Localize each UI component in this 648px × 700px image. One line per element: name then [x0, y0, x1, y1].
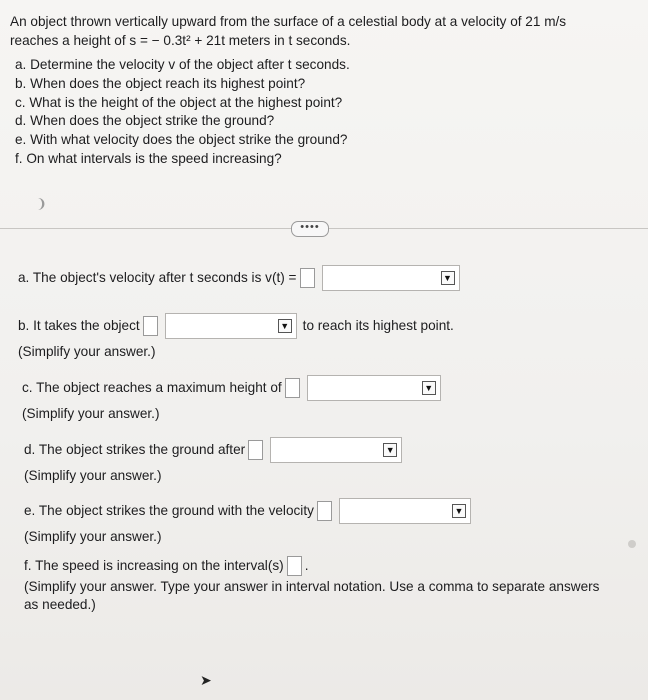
part-a-question: a. Determine the velocity v of the object after t seconds.	[15, 57, 350, 72]
answer-a-row	[18, 265, 460, 291]
answer-c-unit-dropdown[interactable]	[307, 375, 441, 401]
dropdown-arrow-icon: ▼	[452, 504, 466, 518]
expand-more-button[interactable]: ••••	[291, 221, 329, 237]
answer-f-hint-2: as needed.)	[24, 597, 96, 612]
answer-b-row	[18, 313, 454, 361]
answer-b-unit-dropdown[interactable]	[165, 313, 297, 339]
problem-statement	[10, 12, 640, 169]
dropdown-arrow-icon: ▼	[383, 443, 397, 457]
intro-line-2: reaches a height of s = − 0.3t² + 21t meters in t seconds.	[10, 33, 351, 48]
answer-f-label: f. The speed is increasing on the interval(s)	[24, 558, 284, 573]
answer-a-label: a. The object's velocity after t seconds is v(t) =	[18, 270, 297, 285]
answer-d-row	[24, 437, 402, 485]
intro-line-1: An object thrown vertically upward from the surface of a celestial body at a velocity of 21 m/s	[10, 14, 567, 29]
answer-f-hint-1: (Simplify your answer. Type your answer in interval notation. Use a comma to separate answers	[24, 579, 600, 594]
answer-e-label: e. The object strikes the ground with the velocity	[24, 503, 314, 518]
answer-c-input[interactable]	[285, 378, 300, 398]
answer-b-suffix: to reach its highest point.	[302, 318, 454, 333]
dropdown-arrow-icon: ▼	[422, 381, 436, 395]
mouse-pointer-icon: ➤	[200, 672, 212, 688]
problem-parts	[10, 56, 640, 169]
part-c-question: c. What is the height of the object at the highest point?	[15, 94, 343, 110]
part-d-question: d. When does the object strike the ground?	[15, 113, 275, 129]
dropdown-arrow-icon: ▼	[441, 271, 455, 285]
answer-f-period: .	[304, 558, 309, 573]
problem-intro	[10, 12, 640, 50]
answer-a-input[interactable]	[300, 268, 315, 288]
answer-d-hint: (Simplify your answer.)	[24, 468, 162, 483]
dropdown-arrow-icon: ▼	[278, 319, 292, 333]
answer-c-row	[22, 375, 441, 423]
answer-c-label: c. The object reaches a maximum height of	[22, 380, 282, 395]
part-b-question: b. When does the object reach its highest point?	[15, 75, 306, 91]
answer-d-label: d. The object strikes the ground after	[24, 442, 246, 457]
background-smudge	[628, 540, 636, 548]
answer-a-unit-dropdown[interactable]	[322, 265, 460, 291]
answer-f-row	[24, 556, 640, 614]
answer-d-input[interactable]	[248, 440, 263, 460]
answer-b-hint: (Simplify your answer.)	[18, 344, 156, 359]
answer-d-unit-dropdown[interactable]	[270, 437, 402, 463]
text-caret: ❩	[36, 196, 47, 211]
answer-e-unit-dropdown[interactable]	[339, 498, 471, 524]
answer-e-hint: (Simplify your answer.)	[24, 529, 162, 544]
answer-b-input[interactable]	[143, 316, 158, 336]
answer-f-input[interactable]	[287, 556, 302, 576]
answer-b-label: b. It takes the object	[18, 318, 140, 333]
part-f-question: f. On what intervals is the speed increasing?	[15, 150, 282, 166]
answer-c-hint: (Simplify your answer.)	[22, 406, 160, 421]
answer-e-row	[24, 498, 471, 546]
answer-e-input[interactable]	[317, 501, 332, 521]
part-e-question: e. With what velocity does the object strike the ground?	[15, 132, 348, 148]
